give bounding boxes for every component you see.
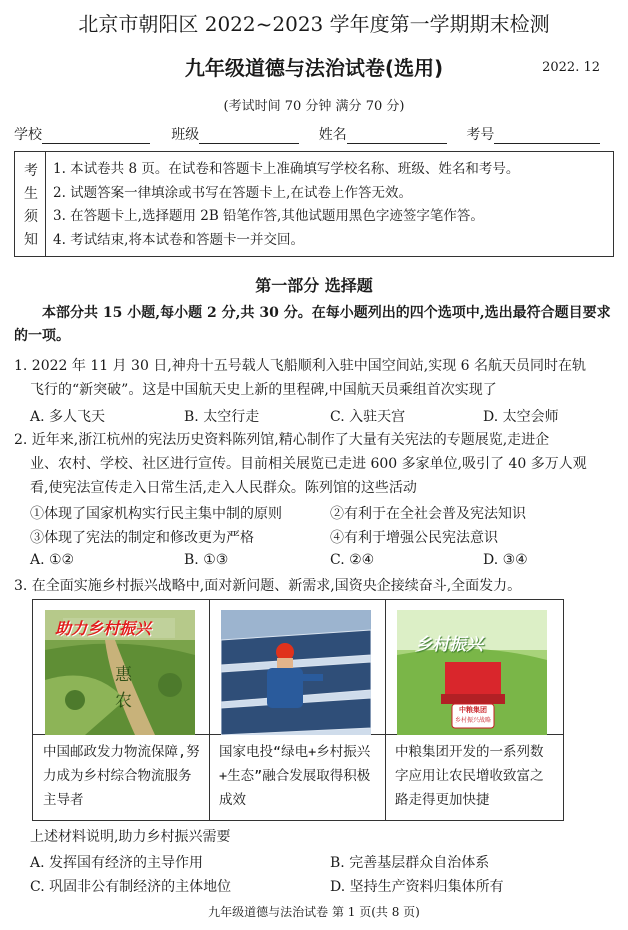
notice-side-label <box>15 152 46 256</box>
exam-notice-box <box>14 151 614 257</box>
q3-material-3 <box>385 600 563 820</box>
q3-caption-1: 中国邮政发力物流保障,努力成为乡村综合物流服务主导者 <box>43 744 200 808</box>
school-label: 学校 <box>14 127 42 143</box>
exam-number-field[interactable] <box>494 129 600 144</box>
sign-line-1: 中粮集团 <box>459 706 487 714</box>
page-footer: 九年级道德与法治试卷 第 1 页(共 8 页) <box>208 905 420 919</box>
sign-line-2: 乡村振兴战略 <box>454 717 491 724</box>
q3-question: 上述材料说明,助力乡村振兴需要 <box>30 829 231 845</box>
notice-item: 1. 本试卷共 8 页。在试卷和答题卡上准确填写学校名称、班级、姓名和考号。 <box>53 161 520 177</box>
q2-stem-line2: 业、农村、学校、社区进行宣传。目前相关展览已走进 600 多家单位,吸引了 40 多万人观 <box>30 456 587 472</box>
solar-worker-photo <box>221 610 371 735</box>
q2-option-d[interactable]: D. ③④ <box>483 552 528 568</box>
exam-time-note: (考试时间 70 分钟 满分 70 分) <box>223 99 405 114</box>
name-label: 姓名 <box>318 127 347 143</box>
notice-item: 2. 试题答案一律填涂或书写在答题卡上,在试卷上作答无效。 <box>53 184 412 201</box>
exam-date: 2022. 12 <box>542 60 600 75</box>
notice-item: 4. 考试结束,将本试卷和答题卡一并交回。 <box>53 231 304 248</box>
q3-option-d[interactable]: D. 坚持生产资料归集体所有 <box>330 879 504 895</box>
notice-side-char: 须 <box>24 209 38 225</box>
notice-item: 3. 在答题卡上,选择题用 2B 铅笔作答,其他试题用黑色字迹签字笔作答。 <box>53 208 484 224</box>
notice-side-char: 考 <box>24 163 38 179</box>
q2-statement-2: ②有利于在全社会普及宪法知识 <box>330 506 526 522</box>
cofco-poster <box>397 610 547 735</box>
section-title: 第一部分 选择题 <box>255 276 373 295</box>
q3-option-c[interactable]: C. 巩固非公有制经济的主体地位 <box>30 879 232 895</box>
q2-stem-line3: 看,使宪法宣传走入日常生活,走入人民群众。陈列馆的这些活动 <box>30 480 417 496</box>
q1-option-c[interactable]: C. 入驻天宫 <box>330 409 406 425</box>
notice-side-char: 知 <box>24 232 38 248</box>
school-field[interactable] <box>42 129 150 144</box>
q3-material-table <box>32 599 564 821</box>
q2-option-a[interactable]: A. ①② <box>30 552 75 568</box>
q3-option-b[interactable]: B. 完善基层群众自治体系 <box>330 855 490 871</box>
q2-statement-1: ①体现了国家机构实行民主集中制的原则 <box>30 506 282 522</box>
q2-stem-line1: 2. 近年来,浙江杭州的宪法历史资料陈列馆,精心制作了大量有关宪法的专题展览,走进企 <box>14 432 550 448</box>
q2-statement-3: ③体现了宪法的制定和修改更为严格 <box>30 530 254 546</box>
class-field[interactable] <box>199 129 299 144</box>
exam-number-label: 考号 <box>466 127 495 143</box>
q2-statement-4: ④有利于增强公民宪法意识 <box>330 530 498 546</box>
q1-option-d[interactable]: D. 太空会师 <box>483 409 559 425</box>
exam-title: 北京市朝阳区 2022~2023 学年度第一学期期末检测 <box>78 12 550 36</box>
name-field[interactable] <box>347 129 447 144</box>
q3-material-1 <box>33 600 209 820</box>
q3-caption-3: 中粮集团开发的一系列数字应用让农民增收致富之路走得更加快捷 <box>395 744 544 808</box>
class-label: 班级 <box>171 127 200 143</box>
notice-items <box>53 158 519 252</box>
section-intro: 本部分共 15 小题,每小题 2 分,共 30 分。在每小题列出的四个选项中,选出最符合题目要求的一项。 <box>14 305 611 344</box>
q3-caption-2: 国家电投“绿电+乡村振兴+生态”融合发展取得积极成效 <box>219 744 371 808</box>
q1-option-b[interactable]: B. 太空行走 <box>184 409 260 425</box>
field-text: 惠农 <box>115 665 132 711</box>
rural-field-photo <box>45 610 195 735</box>
q3-material-2 <box>209 600 385 820</box>
q3-stem: 3. 在全面实施乡村振兴战略中,面对新问题、新需求,国资央企接续奋斗,全面发力。 <box>14 578 522 594</box>
q1-stem-line2: 飞行的“新突破”。这是中国航天史上新的里程碑,中国航天员乘组首次实现了 <box>30 382 497 398</box>
image-overlay-title: 助力乡村振兴 <box>55 619 152 638</box>
q2-option-b[interactable]: B. ①③ <box>184 552 229 568</box>
student-info-row <box>14 124 614 144</box>
notice-side-char: 生 <box>24 186 38 202</box>
q1-option-a[interactable]: A. 多人飞天 <box>30 409 106 425</box>
q1-stem-line1: 1. 2022 年 11 月 30 日,神舟十五号载人飞船顺利入驻中国空间站,实现 6 名航天员同时在轨 <box>14 358 587 374</box>
q2-option-c[interactable]: C. ②④ <box>330 552 375 568</box>
q3-option-a[interactable]: A. 发挥国有经济的主导作用 <box>30 855 204 871</box>
exam-subtitle: 九年级道德与法治试卷(选用) <box>184 56 444 80</box>
image-overlay-title: 乡村振兴 <box>415 635 483 655</box>
